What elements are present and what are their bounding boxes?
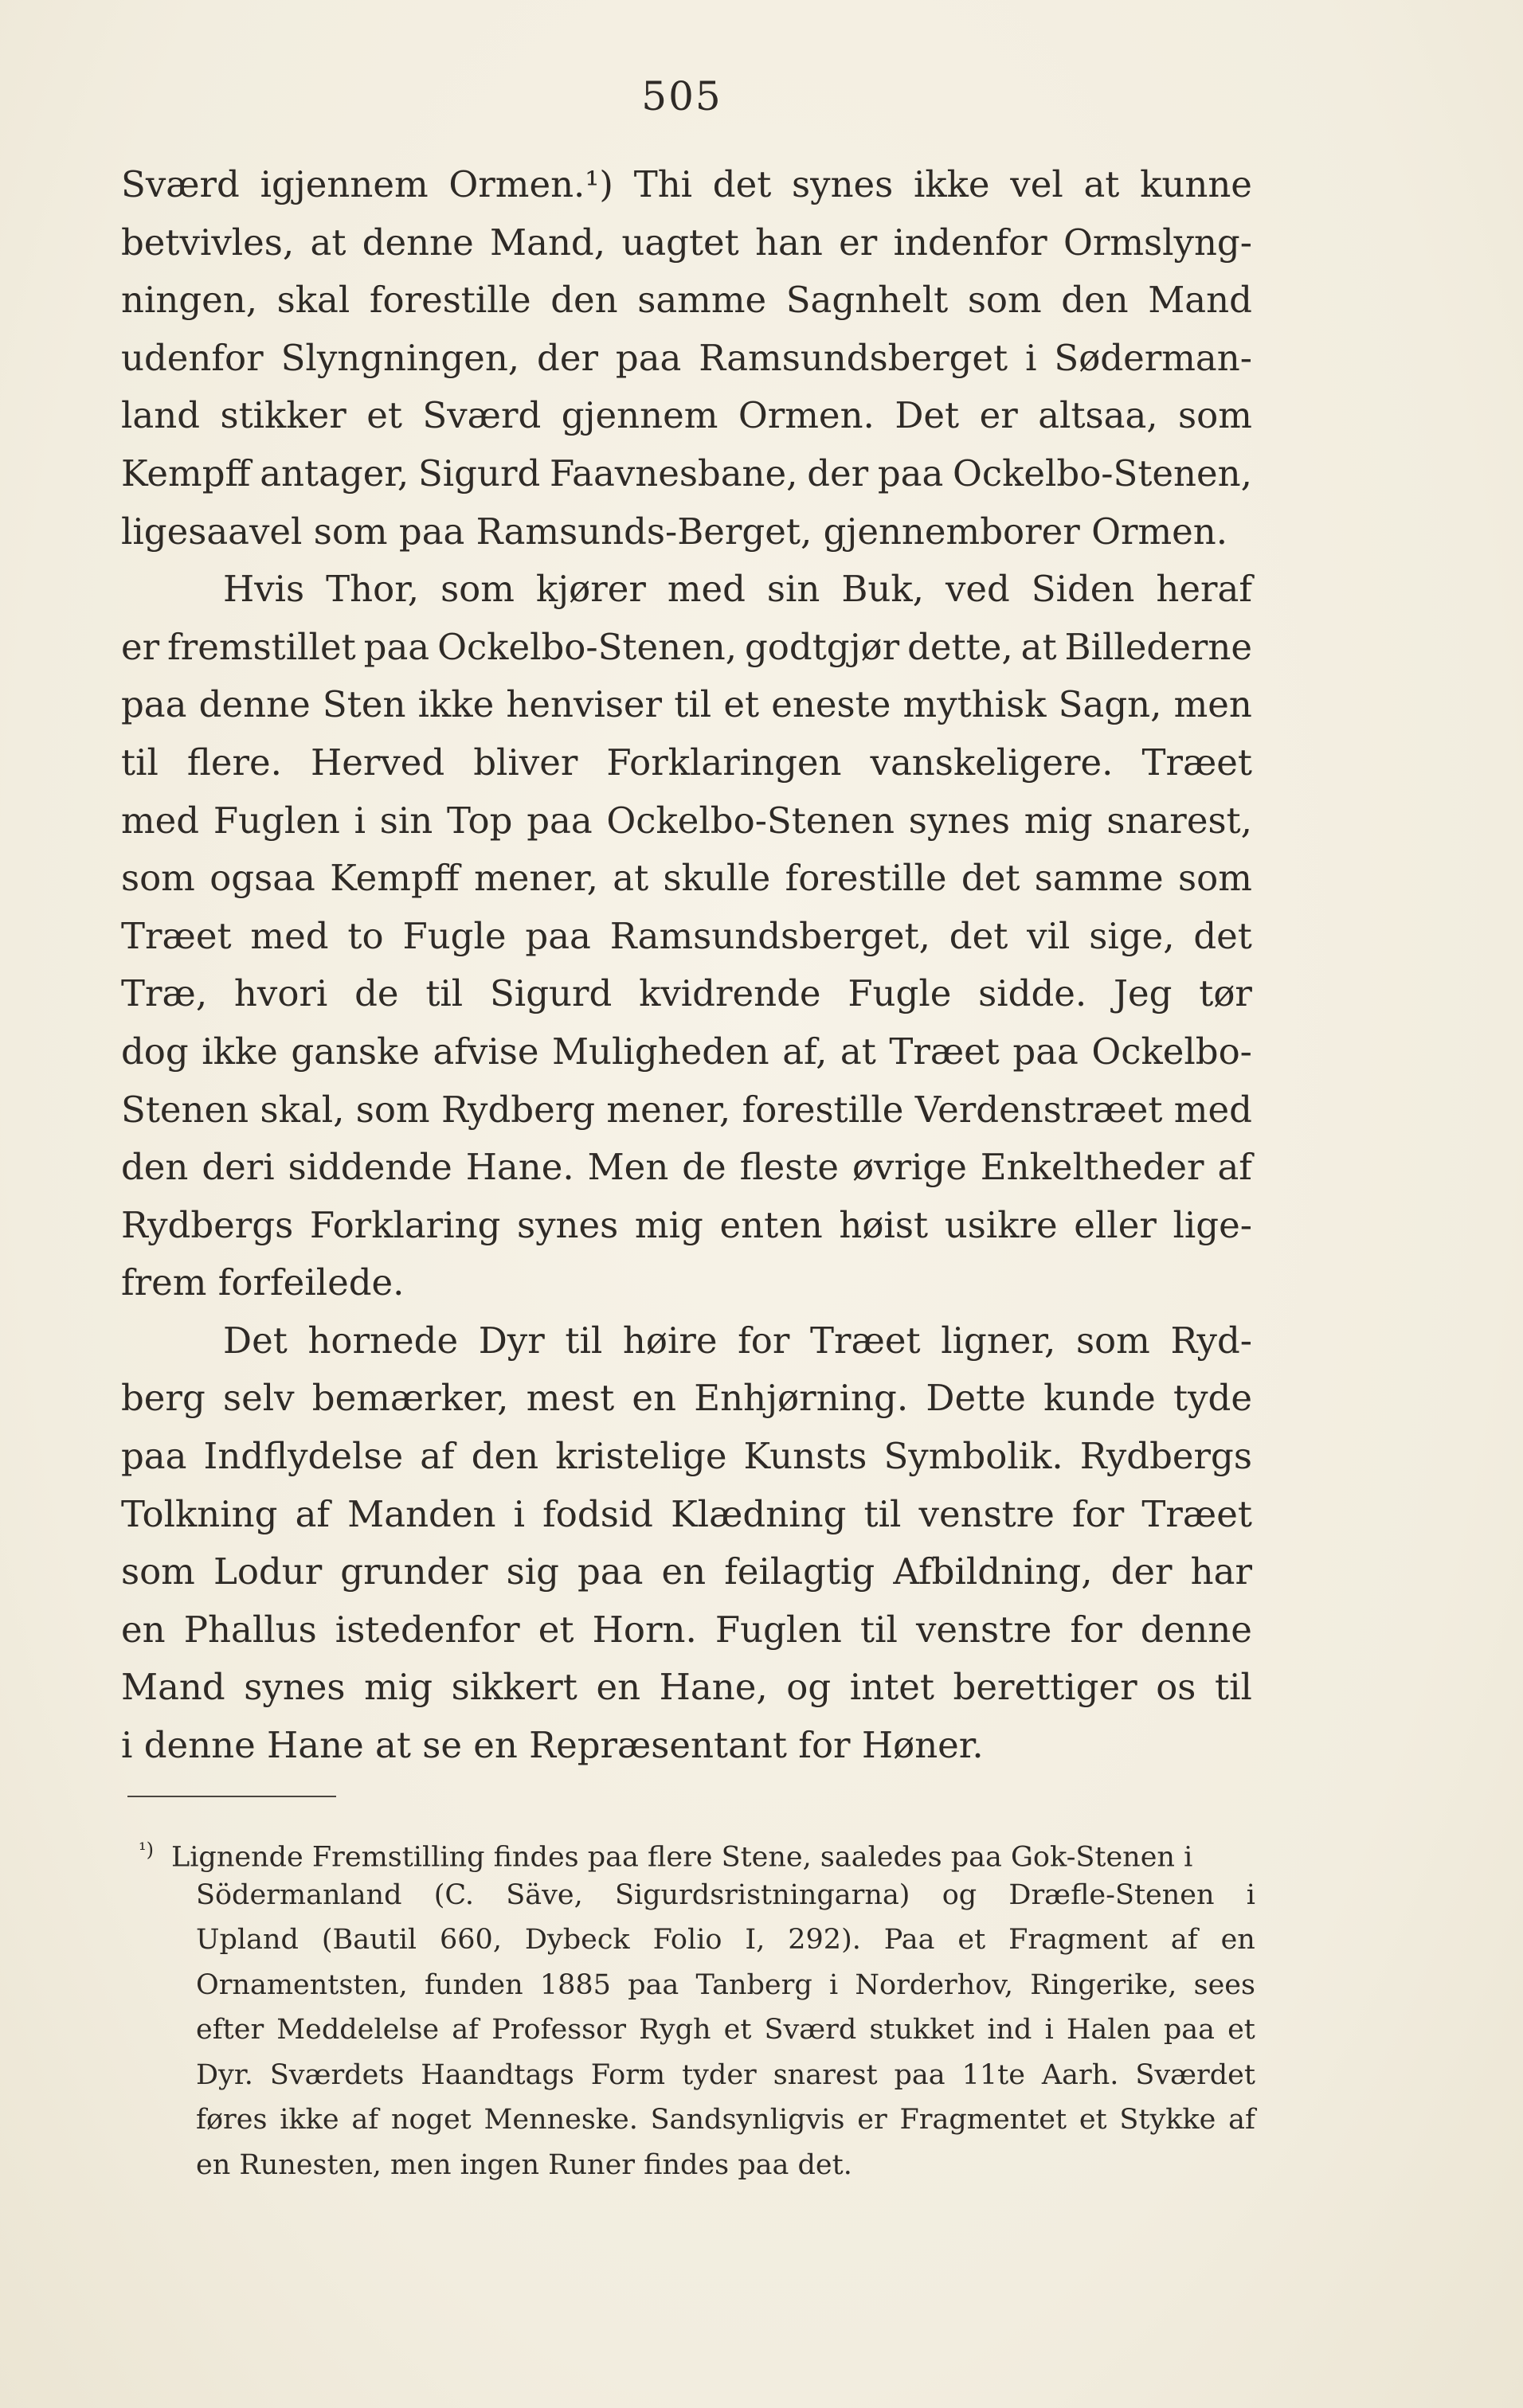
text-line: berg selv bemærker, mest en Enhjørning. Dette kunde tyde: [121, 1377, 1252, 1420]
text-line: den deri siddende Hane. Men de fleste øvrige Enkeltheder af: [121, 1146, 1252, 1189]
text-line: Træ, hvori de til Sigurd kvidrende Fugle sidde. Jeg tør: [121, 972, 1252, 1015]
footnote-line: en Runesten, men ingen Runer findes paa det.: [196, 2148, 852, 2181]
footnote-line: Södermanland (C. Säve, Sigurdsristningarna) og Dræfle-Stenen i: [196, 1878, 1255, 1911]
text-line: Mand synes mig sikkert en Hane, og intet berettiger os til: [121, 1666, 1252, 1709]
footnote-line: føres ikke af noget Menneske. Sandsynligvis er Fragmentet et Stykke af: [196, 2104, 1255, 2136]
footnote-line: Upland (Bautil 660, Dybeck Folio I, 292). Paa et Fragment af en: [196, 1924, 1255, 1956]
text-line: betvivles, at denne Mand, uagtet han er indenfor Ormslyng-: [121, 221, 1252, 264]
footnote: [139, 1828, 1255, 2187]
footnote-divider: [127, 1796, 336, 1797]
text-line: en Phallus istedenfor et Horn. Fuglen til venstre for denne: [121, 1608, 1252, 1651]
text-line: land stikker et Sværd gjennem Ormen. Det er altsaa, som: [121, 394, 1252, 437]
text-line: Tolkning af Manden i fodsid Klædning til venstre for Træet: [121, 1492, 1252, 1535]
footnote-line: efter Meddelelse af Professor Rygh et Sværd stukket ind i Halen paa et: [196, 2014, 1255, 2046]
text-line: med Fuglen i sin Top paa Ockelbo-Stenen synes mig snarest,: [121, 799, 1252, 842]
text-line: ningen, skal forestille den samme Sagnhelt som den Mand: [121, 279, 1252, 322]
text-line: dog ikke ganske afvise Muligheden af, at Træet paa Ockelbo-: [121, 1030, 1252, 1073]
body-text: [121, 156, 1252, 1775]
text-line: til flere. Herved bliver Forklaringen vanskeligere. Træet: [121, 741, 1252, 784]
text-line: som ogsaa Kempff mener, at skulle forestille det samme som: [121, 857, 1252, 900]
text-line: Sværd igjennem Ormen.¹) Thi det synes ikke vel at kunne: [121, 163, 1252, 205]
text-line: paa Indflydelse af den kristelige Kunsts Symbolik. Rydbergs: [121, 1435, 1252, 1478]
text-line: Rydbergs Forklaring synes mig enten høist usikre eller lige-: [121, 1203, 1252, 1246]
footnote-line: Ornamentsten, funden 1885 paa Tanberg i Norderhov, Ringerike, sees: [196, 1968, 1255, 2001]
text-line: i denne Hane at se en Repræsentant for Høner.: [121, 1724, 984, 1767]
footnote-marker: ¹): [139, 1839, 154, 1861]
text-line: frem forfeilede.: [121, 1261, 405, 1304]
text-line: Stenen skal, som Rydberg mener, forestille Verdenstræet med: [121, 1088, 1252, 1131]
text-line: udenfor Slyngningen, der paa Ramsundsberget i Søderman-: [121, 336, 1252, 379]
text-line: som Lodur grunder sig paa en feilagtig Afbildning, der har: [121, 1550, 1252, 1593]
footnote-line: $^{^1)}$ Lignende Fremstilling findes paa flere Stene, saaledes paa Gok-Stenen i: [139, 1839, 1193, 1874]
text-line: Hvis Thor, som kjører med sin Buk, ved Siden heraf: [223, 568, 1252, 611]
text-line: ligesaavel som paa Ramsunds-Berget, gjennemborer Ormen.: [121, 510, 1228, 553]
text-line: er fremstillet paa Ockelbo-Stenen, godtgjør dette, at Billederne: [121, 625, 1252, 668]
text-line: paa denne Sten ikke henviser til et eneste mythisk Sagn, men: [121, 683, 1252, 726]
footnote-line: Dyr. Sværdets Haandtags Form tyder snarest paa 11te Aarh. Sværdet: [196, 2058, 1255, 2091]
text-line: Det hornede Dyr til høire for Træet ligner, som Ryd-: [223, 1319, 1252, 1362]
text-line: Kempff antager, Sigurd Faavnesbane, der paa Ockelbo-Stenen,: [121, 452, 1252, 494]
page-number: 505: [641, 73, 722, 119]
text-line: Træet med to Fugle paa Ramsundsberget, det vil sige, det: [121, 914, 1252, 957]
